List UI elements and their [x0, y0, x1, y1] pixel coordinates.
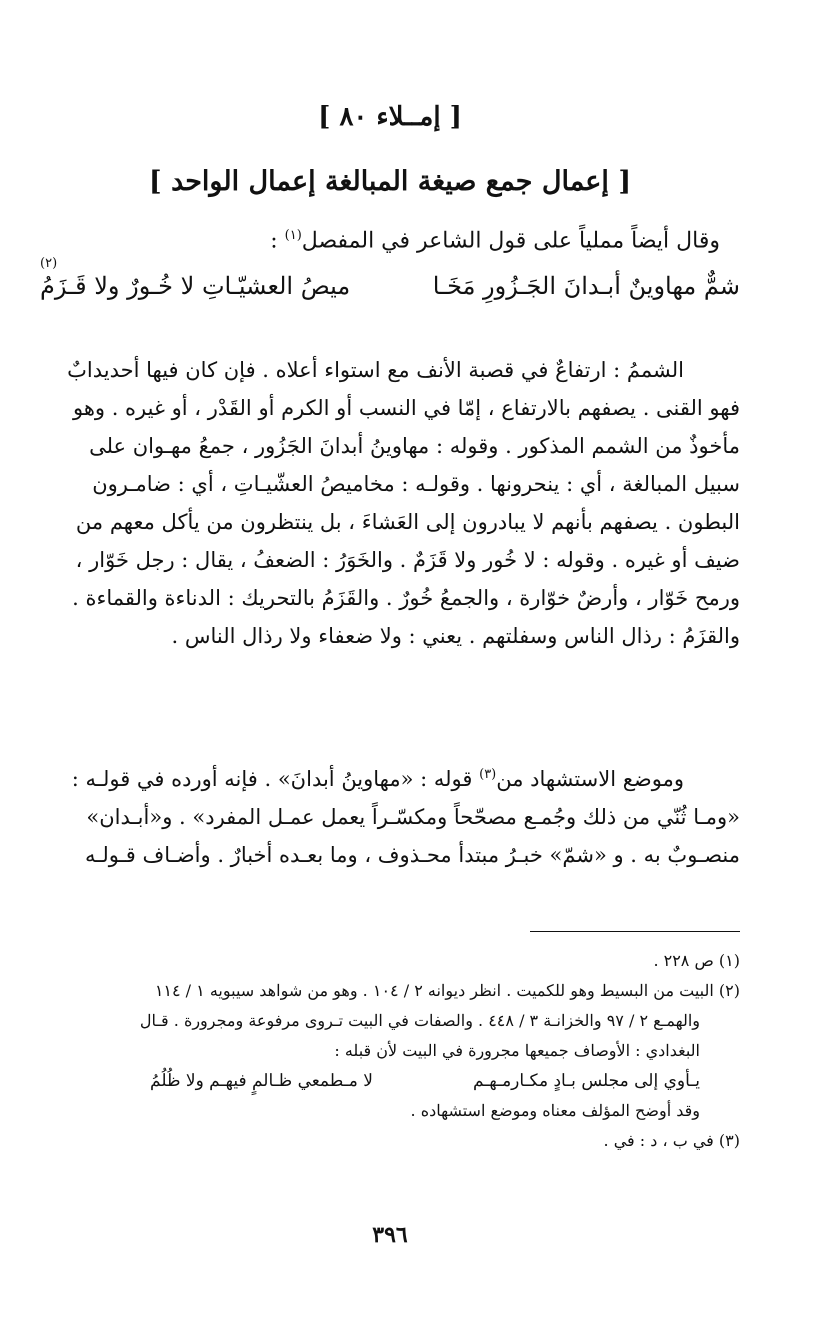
intro-text: وقال أيضاً مملياً على قول الشاعر في المفصل — [301, 228, 720, 254]
footnote-verse-second: لا مـطمعي ظـالمٍ فيهـم ولا ظُلُمُ — [150, 1071, 373, 1091]
commentary-paragraph — [40, 351, 740, 655]
paragraph-line: فهو القنى . يصفهم بالارتفاع ، إمّا في النسب أو الكرم أو القَدْر ، أو غيره . وهو — [72, 396, 740, 420]
intro-line — [270, 228, 720, 253]
paragraph-line: «ومـا ثُنّي من ذلك وجُمـع مصحّحاً ومكسّـراً يعمل عمـل المفرد» . و«أبـدان» — [86, 805, 740, 829]
intro-colon: : — [270, 228, 278, 254]
footnote-2-line: (٢) البيت من البسيط وهو للكميت . انظر ديوانه ٢ / ١٠٤ . وهو من شواهد سيبويه ١ / ١١٤ — [154, 981, 740, 1000]
verse-second-hemistich: ميصُ العشيّـاتِ لا خُـورٌ ولا قَـزَمُ — [40, 272, 351, 300]
footnotes — [40, 946, 740, 1156]
footnote-3: (٣) في ب ، د : في . — [603, 1131, 740, 1150]
page-number: ٣٩٦ — [372, 1222, 408, 1248]
footnote-2-line: البغدادي : الأوصاف جميعها مجرورة في البيت لأن قبله : — [334, 1041, 700, 1060]
footnote-verse-first: يـأوي إلى مجلس بـادٍ مكـارمـهـم — [472, 1071, 700, 1091]
paragraph-line: الشممُ : ارتفاعٌ في قصبة الأنف مع استواء أعلاه . فإن كان فيها أحديدابٌ — [67, 358, 684, 382]
paragraph-line: والقزَمُ : رذال الناس وسفلتهم . يعني : ولا ضعفاء ولا رذال الناس . — [171, 624, 740, 648]
footnote-2-line: وقد أوضح المؤلف معناه وموضع استشهاده . — [410, 1101, 700, 1120]
citation-text-start: وموضع الاستشهاد من — [496, 767, 684, 791]
footnote-ref-1: (١) — [284, 228, 302, 243]
paragraph-line: منصـوبٌ به . و «شمّ» خبـرُ مبتدأ محـذوف ، وما بعـده أخبارٌ . وأضـاف قـولـه — [85, 843, 740, 867]
paragraph-line: البطون . يصفهم بأنهم لا يبادرون إلى العَشاءَ ، بل ينتظرون من يأكل معهم من — [75, 510, 740, 534]
verse-first-hemistich: شمٌّ مهاوينٌ أبـدانَ الجَـزُورِ مَخَـا — [432, 272, 740, 300]
footnote-2-verse — [40, 1066, 740, 1096]
dictation-number-heading: [ إمــلاء ٨٠ ] — [318, 102, 462, 132]
section-title: [ إعمال جمع صيغة المبالغة إعمال الواحد ] — [148, 166, 632, 197]
footnote-ref-2: (٢) — [40, 256, 58, 271]
footnote-1: (١) ص ٢٢٨ . — [653, 951, 740, 970]
citation-text-end: قوله : «مهاوينُ أبدانَ» . فإنه أورده في قولـه : — [71, 767, 480, 791]
footnote-2-line: والهمـع ٢ / ٩٧ والخزانـة ٣ / ٤٤٨ . والصفات في البيت تـروى مرفوعة ومجرورة . قـال — [139, 1011, 700, 1030]
paragraph-line — [40, 756, 740, 798]
citation-paragraph — [40, 756, 740, 874]
footnote-divider — [530, 931, 740, 932]
book-page — [40, 0, 740, 1341]
paragraph-line: مأخوذٌ من الشمم المذكور . وقوله : مهاوينُ أبدانَ الجَزُور ، جمعُ مهـوان على — [89, 434, 740, 458]
paragraph-line: ورمح خَوّار ، وأرضٌ خوّارة ، والجمعُ خُورٌ . والقَزَمُ بالتحريك : الدناءة والقماءة . — [72, 586, 740, 610]
paragraph-line: ضيف أو غيره . وقوله : لا خُور ولا قَزَمٌ . والخَوَرُ : الضعفُ ، يقال : رجل خَوّار ، — [75, 548, 740, 572]
paragraph-line: سبيل المبالغة ، أي : ينحرونها . وقولـه : مخاميصُ العشّيـاتِ ، أي : ضامـرون — [92, 472, 740, 496]
footnote-ref-3: (٣) — [479, 767, 497, 782]
